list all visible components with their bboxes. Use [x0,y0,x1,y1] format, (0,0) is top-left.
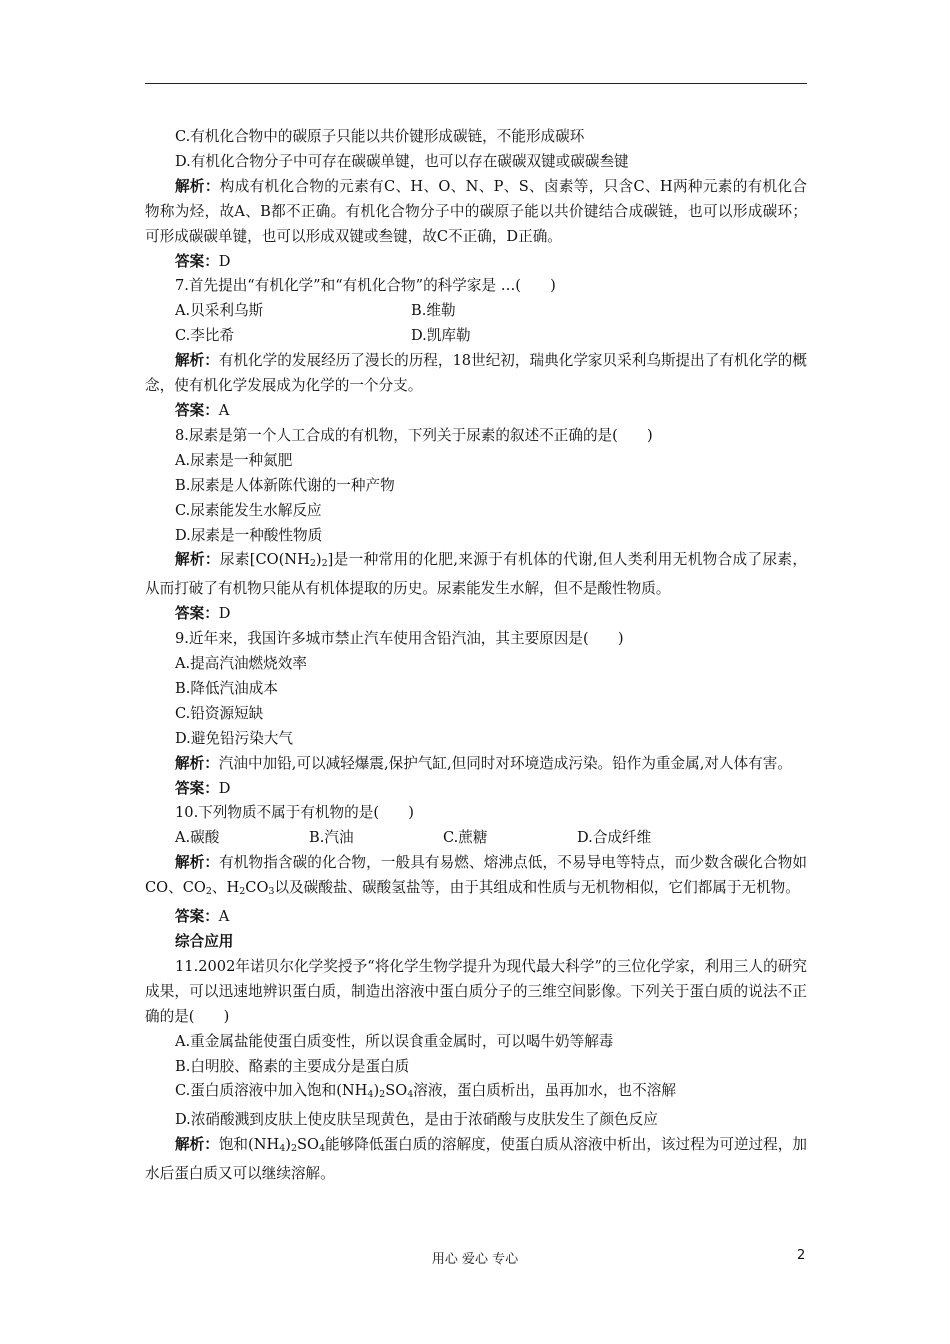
analysis-label: 解析： [175,1136,219,1154]
option-text: ) [373,1082,380,1100]
q6-option-d: D.有机化合物分子中可存在碳碳单键，也可以存在碳碳双键或碳碳叁键 [175,152,629,170]
q8-analysis [145,548,807,602]
q9-option-c: C.铅资源短缺 [175,704,264,722]
analysis-text: 以及碳酸盐、碳酸氢盐等，由于其组成和性质与无机物相似，它们都属于无机物。 [274,879,800,897]
analysis-text: ) [285,1136,291,1154]
analysis-text: CO [245,879,269,897]
answer-value: D [218,779,231,797]
q7-option-b: B.维勒 [411,302,456,320]
q7-answer [145,399,807,424]
analysis-label: 解析： [175,177,220,195]
q10-options-row [145,826,807,851]
subscript: 2 [239,886,246,898]
q9-option-a: A.提高汽油燃烧效率 [175,655,307,673]
analysis-text: 汽油中加铅,可以减轻爆震,保护气缸,但同时对环境造成污染。铅作为重金属,对人体有害。 [218,754,792,772]
section-title: 综合应用 [175,933,234,950]
subscript: 2 [321,558,328,570]
q10-option-d: D.合成纤维 [577,829,652,847]
answer-value: D [218,252,231,270]
page-content [145,125,807,1187]
subscript: 4 [407,1089,414,1101]
q7-option-d: D.凯库勒 [411,327,471,345]
q11-analysis [145,1133,807,1187]
analysis-label: 解析： [175,551,220,569]
subscript: 2 [205,886,212,898]
q10-option-c: C.蔗糖 [443,829,488,847]
answer-label: 答案： [175,908,219,926]
footer-motto: 用心 爱心 专心 [431,1252,519,1267]
analysis-label: 解析： [175,854,220,872]
q8-option-c: C.尿素能发生水解反应 [175,501,322,519]
q9-stem: 9.近年来，我国许多城市禁止汽车使用含铅汽油，其主要原因是( ) [175,630,624,648]
q8-stem: 8.尿素是第一个人工合成的有机物，下列关于尿素的叙述不正确的是( ) [175,426,653,444]
analysis-text: 能够降低蛋白质的溶解度，使蛋白质从溶液中析出，该过程为可逆过程，加水后蛋白质又可以继续溶解。 [145,1136,807,1183]
q10-option-a: A.碳酸 [175,829,220,847]
q8-option-a: A.尿素是一种氮肥 [175,451,293,469]
analysis-text: 有机物指含碳的化合物，一般具有易燃、熔沸点低，不易导电等特点，而少数含碳化合物如CO、CO [145,854,807,897]
analysis-label: 解析： [175,754,219,772]
q9-answer [145,777,807,802]
subscript: 4 [367,1089,374,1101]
q6-answer [145,250,807,275]
q11-option-b: B.白明胶、酪素的主要成分是蛋白质 [175,1057,410,1075]
q11-option-c [145,1079,807,1108]
subscript: 2 [309,558,316,570]
q10-stem: 10.下列物质不属于有机物的是( ) [175,804,414,822]
analysis-text: SO [297,1136,319,1154]
analysis-text: 饱和(NH [218,1136,280,1154]
analysis-text: 构成有机化合物的元素有C、H、O、N、P、S、卤素等，只含C、H两种元素的有机化合物称为烃，故A、B都不正确。有机化合物分子中的碳原子能以共价键结合成碳链，也可以形成碳环；可形成碳碳单键，也可以形成双键或叁键，故C不正确，D正确。 [145,177,807,245]
analysis-text: 、H [211,879,240,897]
analysis-text: ]是一种常用的化肥,来源于有机体的代谢,但人类利用无机物合成了尿素，从而打破了有机物只能从有机体提取的历史。尿素能发生水解，但不是酸性物质。 [145,551,807,598]
q7-options-row-2 [145,324,807,349]
analysis-text: 有机化学的发展经历了漫长的历程，18世纪初，瑞典化学家贝采利乌斯提出了有机化学的概念，使有机化学发展成为化学的一个分支。 [145,352,807,395]
page-number: 2 [797,1248,806,1263]
q7-option-c: C.李比希 [175,327,235,345]
subscript: 4 [318,1143,326,1155]
q7-option-a: A.贝采利乌斯 [175,302,264,320]
answer-value: D [218,605,231,623]
answer-label: 答案： [175,252,219,270]
q7-analysis [145,349,807,399]
option-text: C.蛋白质溶液中加入饱和(NH [175,1082,368,1100]
q9-option-b: B.降低汽油成本 [175,679,278,697]
q8-answer [145,602,807,627]
subscript: 3 [268,886,275,898]
option-text: SO [385,1082,408,1100]
analysis-text: 尿素[CO(NH [219,551,310,569]
answer-value: A [218,908,230,926]
q7-stem: 7.首先提出“有机化学”和“有机化合物”的科学家是 …( ) [175,277,556,295]
header-rule [145,83,807,84]
answer-value: A [218,401,230,419]
q9-analysis [145,752,807,777]
subscript: 2 [379,1089,386,1101]
analysis-label: 解析： [175,352,219,370]
q8-option-d: D.尿素是一种酸性物质 [175,526,323,544]
answer-label: 答案： [175,779,219,797]
answer-label: 答案： [175,605,219,623]
q7-options-row-1 [145,299,807,324]
analysis-text: ) [315,551,322,569]
q8-option-b: B.尿素是人体新陈代谢的一种产物 [175,476,395,494]
q11-stem: 11.2002年诺贝尔化学奖授予“将化学生物学提升为现代最大科学”的三位化学家，利用三人的研究成果，可以迅速地辨识蛋白质，制造出溶液中蛋白质分子的三维空间影像。下列关于蛋白质的说法不正确的是( ) [145,957,807,1025]
subscript: 4 [279,1143,286,1155]
q6-analysis [145,175,807,250]
q6-option-c: C.有机化合物中的碳原子只能以共价键形成碳链，不能形成碳环 [175,128,585,145]
answer-label: 答案： [175,401,219,419]
option-text: 溶液，蛋白质析出，虽再加水，也不溶解 [413,1082,676,1100]
subscript: 2 [290,1143,298,1155]
q10-analysis [145,851,807,905]
q11-option-d: D.浓硝酸溅到皮肤上使皮肤呈现黄色，是由于浓硝酸与皮肤发生了颜色反应 [175,1111,658,1129]
q11-option-a: A.重金属盐能使蛋白质变性，所以误食重金属时，可以喝牛奶等解毒 [175,1032,614,1050]
q10-option-b: B.汽油 [309,829,354,847]
q10-answer [145,905,807,930]
q9-option-d: D.避免铅污染大气 [175,729,293,747]
